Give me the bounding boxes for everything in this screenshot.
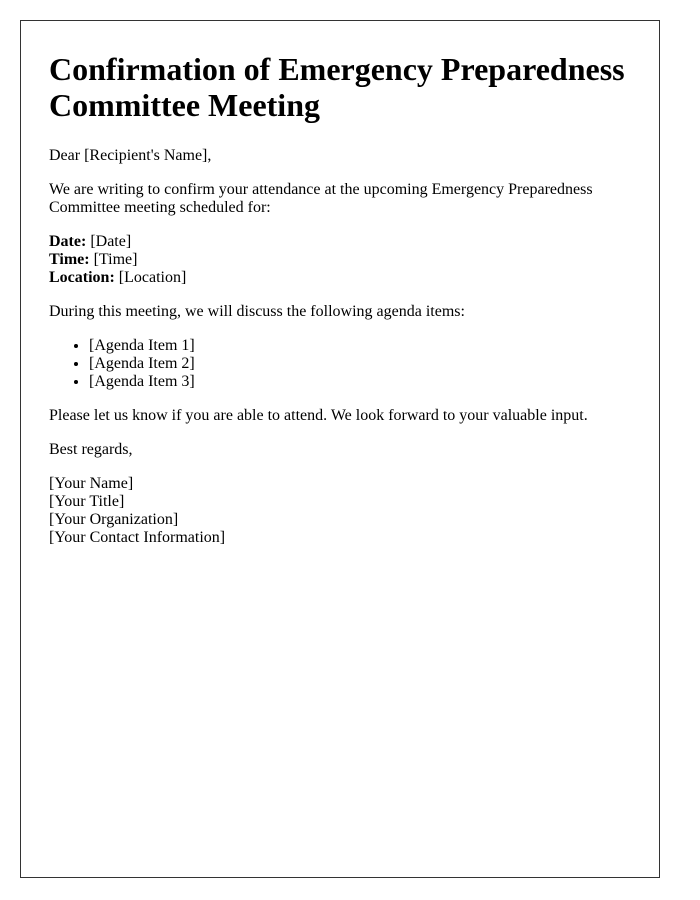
signature-organization: [Your Organization] bbox=[49, 511, 179, 528]
location-value: [Location] bbox=[114, 269, 187, 286]
agenda-item: • [Agenda Item 3] bbox=[89, 373, 631, 391]
time-label: Time: bbox=[49, 251, 90, 268]
agenda-list bbox=[49, 337, 631, 391]
salutation: Dear [Recipient's Name], bbox=[49, 147, 212, 164]
date-label: Date: bbox=[49, 233, 87, 250]
location-label: Location: bbox=[49, 269, 115, 286]
date-value: [Date] bbox=[86, 233, 132, 250]
time-line bbox=[49, 251, 631, 269]
sign-off: Best regards, bbox=[49, 441, 133, 458]
signature-name: [Your Name] bbox=[49, 475, 134, 492]
signature-block bbox=[49, 475, 631, 547]
closing-paragraph: Please let us know if you are able to attend. We look forward to your valuable input. bbox=[49, 407, 588, 424]
agenda-intro: During this meeting, we will discuss the following agenda items: bbox=[49, 303, 465, 320]
letter-title: Confirmation of Emergency Preparedness Committee Meeting bbox=[49, 51, 625, 123]
signature-contact: [Your Contact Information] bbox=[49, 529, 226, 546]
agenda-item: • [Agenda Item 2] bbox=[89, 355, 631, 373]
signature-title: [Your Title] bbox=[49, 493, 125, 510]
letter-page bbox=[20, 20, 660, 878]
meeting-details bbox=[49, 233, 631, 287]
location-line bbox=[49, 269, 631, 287]
intro-paragraph: We are writing to confirm your attendance at the upcoming Emergency Preparedness Committee meeting scheduled for: bbox=[49, 181, 593, 216]
agenda-item: • [Agenda Item 1] bbox=[89, 337, 631, 355]
date-line bbox=[49, 233, 631, 251]
time-value: [Time] bbox=[89, 251, 138, 268]
